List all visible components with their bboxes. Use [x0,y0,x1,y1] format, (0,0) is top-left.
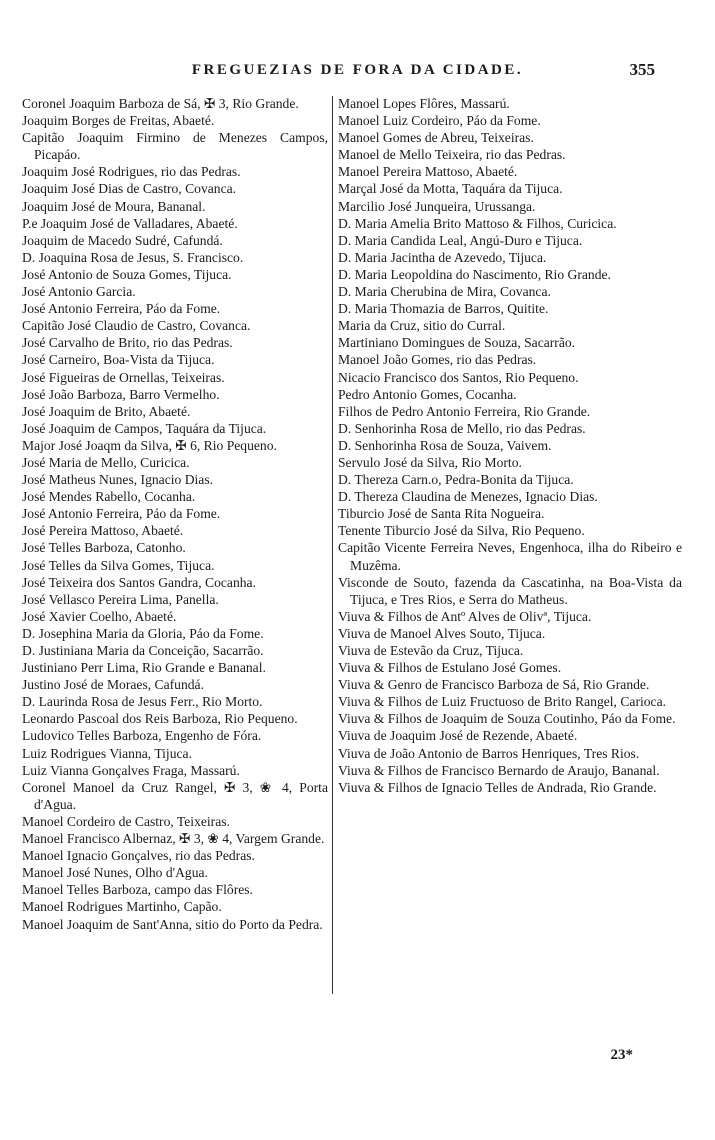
page-number: 355 [629,60,655,79]
directory-entry: Major José Joaqm da Silva, ✠ 6, Rio Pequeno. [22,437,277,453]
directory-entry: José Pereira Mattoso, Abaeté. [22,523,184,539]
directory-entry: Servulo José da Silva, Rio Morto. [338,454,522,470]
directory-entry: Viuva & Filhos de Francisco Bernardo de Araujo, Bananal. [338,762,660,778]
directory-entry: D. Maria Leopoldina do Nascimento, Rio Grande. [338,266,611,282]
directory-entry: P.e Joaquim José de Valladares, Abaeté. [22,215,238,231]
directory-entry: Viuva & Filhos de Estulano José Gomes. [338,660,562,676]
directory-entry: Viuva & Genro de Francisco Barboza de Sá, Rio Grande. [338,677,650,693]
directory-entry: Justiniano Perr Lima, Rio Grande e Bananal. [22,660,266,676]
directory-entry: Viuva & Filhos de Antº Alves de Olivª, Tijuca. [338,608,592,624]
directory-entry: Manoel José Nunes, Olho d'Agua. [22,865,208,881]
directory-entry: Viuva de Manoel Alves Souto, Tijuca. [338,625,546,641]
directory-entry: Ludovico Telles Barboza, Engenho de Fóra. [22,728,262,744]
directory-entry: José Teixeira dos Santos Gandra, Cocanha. [22,574,256,590]
directory-entry: José Antonio Ferreira, Páo da Fome. [22,506,221,522]
directory-entry: Maria da Cruz, sitio do Curral. [338,318,506,334]
directory-entry: José Mendes Rabello, Cocanha. [22,489,196,505]
directory-entry: D. Maria Cherubina de Mira, Covanca. [338,284,551,300]
directory-entry: Manoel Francisco Albernaz, ✠ 3, ❀ 4, Vargem Grande. [22,831,325,847]
directory-entry: Manoel Joaquim de Sant'Anna, sitio do Porto da Pedra. [22,916,323,932]
directory-entry: José Carvalho de Brito, rio das Pedras. [22,335,233,351]
directory-entry: Justino José de Moraes, Cafundá. [22,677,204,693]
directory-entry: Filhos de Pedro Antonio Ferreira, Rio Grande. [338,403,591,419]
directory-entry: Manoel Lopes Flôres, Massarú. [338,96,510,111]
directory-entry: D. Joaquina Rosa de Jesus, S. Francisco. [22,249,244,265]
directory-entry: José Telles Barboza, Catonho. [22,540,186,556]
directory-entry: Viuva de Estevão da Cruz, Tijuca. [338,643,524,658]
directory-entry: Joaquim José de Moura, Bananal. [22,198,206,214]
directory-entry: Manoel Telles Barboza, campo das Flôres. [22,882,253,898]
directory-entry: D. Maria Amelia Brito Mattoso & Filhos, Curicica. [338,215,617,231]
right-column [338,95,682,796]
directory-entry: Nicacio Francisco dos Santos, Rio Pequeno. [338,369,579,385]
directory-entry: Tiburcio José de Santa Rita Nogueira. [338,506,545,522]
directory-entry: Manoel Ignacio Gonçalves, rio das Pedras. [22,848,255,864]
directory-entry: Manoel João Gomes, rio das Pedras. [338,352,537,368]
directory-entry: Viuva & Filhos de Ignacio Telles de Andrada, Rio Grande. [338,779,657,795]
directory-entry: Coronel Joaquim Barboza de Sá, ✠ 3, Rio Grande. [22,96,299,111]
directory-entry: Martiniano Domingues de Souza, Sacarrão. [338,335,576,351]
left-column [22,95,328,933]
directory-entry: Viuva de João Antonio de Barros Henriques, Tres Rios. [338,745,640,761]
directory-entry: Luiz Rodrigues Vianna, Tijuca. [22,745,192,761]
directory-entry: Marcilio José Junqueira, Urussanga. [338,198,536,214]
directory-entry: D. Maria Jacintha de Azevedo, Tijuca. [338,249,547,265]
directory-entry: Capitão Joaquim Firmino de Menezes Campos, Picapáo. [22,130,328,163]
directory-entry: Manoel de Mello Teixeira, rio das Pedras. [338,147,566,163]
directory-entry: José Vellasco Pereira Lima, Panella. [22,591,219,607]
directory-entry: José João Barboza, Barro Vermelho. [22,386,220,402]
directory-entry: Tenente Tiburcio José da Silva, Rio Pequeno. [338,523,585,539]
directory-entry: Manoel Pereira Mattoso, Abaeté. [338,164,518,180]
directory-entry: Coronel Manoel da Cruz Rangel, ✠ 3, ❀ 4, Porta d'Agua. [22,779,328,812]
directory-entry: Viuva & Filhos de Joaquim de Souza Coutinho, Páo da Fome. [338,711,676,727]
directory-entry: D. Maria Candida Leal, Angú-Duro e Tijuca. [338,232,583,248]
directory-entry: Manoel Rodrigues Martinho, Capão. [22,899,222,915]
directory-entry: José Carneiro, Boa-Vista da Tijuca. [22,352,215,368]
directory-entry: Viuva de Joaquim José de Rezende, Abaeté. [338,728,578,744]
directory-entry: José Joaquim de Campos, Taquára da Tijuca. [22,420,267,436]
directory-entry: Marçal José da Motta, Taquára da Tijuca. [338,181,563,197]
directory-entry: D. Thereza Claudina de Menezes, Ignacio Dias. [338,489,598,505]
directory-entry: José Xavier Coelho, Abaeté. [22,608,177,624]
directory-entry: D. Senhorinha Rosa de Souza, Vaivem. [338,437,552,453]
directory-entry: Joaquim José Dias de Castro, Covanca. [22,181,237,197]
directory-entry: José Maria de Mello, Curicica. [22,454,190,470]
directory-entry: José Antonio de Souza Gomes, Tijuca. [22,266,232,282]
page-title: FREGUEZIAS DE FORA DA CIDADE. [191,62,524,78]
directory-entry: D. Laurinda Rosa de Jesus Ferr., Rio Morto. [22,694,263,710]
directory-entry: Luiz Vianna Gonçalves Fraga, Massarú. [22,762,240,778]
directory-entry: Pedro Antonio Gomes, Cocanha. [338,386,517,402]
directory-entry: José Matheus Nunes, Ignacio Dias. [22,472,214,488]
directory-entry: Manoel Gomes de Abreu, Teixeiras. [338,130,534,146]
directory-entry: José Joaquim de Brito, Abaeté. [22,403,191,419]
directory-entry: D. Justiniana Maria da Conceição, Sacarrão. [22,643,264,658]
directory-entry: José Telles da Silva Gomes, Tijuca. [22,557,215,573]
directory-entry: Manoel Cordeiro de Castro, Teixeiras. [22,813,230,829]
directory-entry: Manoel Luiz Cordeiro, Páo da Fome. [338,113,541,129]
directory-entry: Capitão Vicente Ferreira Neves, Engenhoca, ilha do Ribeiro e Muzêma. [338,540,682,573]
directory-entry: Visconde de Souto, fazenda da Cascatinha, na Boa-Vista da Tijuca, e Tres Rios, e Serra do Matheus. [338,574,682,607]
directory-entry: Joaquim Borges de Freitas, Abaeté. [22,113,215,129]
directory-entry: D. Senhorinha Rosa de Mello, rio das Pedras. [338,420,586,436]
directory-entry: José Antonio Garcia. [22,284,136,300]
directory-entry: D. Josephina Maria da Gloria, Páo da Fome. [22,625,264,641]
directory-entry: José Figueiras de Ornellas, Teixeiras. [22,369,225,385]
directory-entry: D. Maria Thomazia de Barros, Quitite. [338,301,549,317]
directory-entry: Joaquim José Rodrigues, rio das Pedras. [22,164,241,180]
directory-entry: Leonardo Pascoal dos Reis Barboza, Rio Pequeno. [22,711,298,727]
directory-entry: Viuva & Filhos de Luiz Fructuoso de Brito Rangel, Carioca. [338,694,667,710]
directory-entry: José Antonio Ferreira, Páo da Fome. [22,301,221,317]
column-divider [332,96,333,994]
directory-entry: Capitão José Claudio de Castro, Covanca. [22,318,251,334]
signature-mark: 23* [610,1047,633,1063]
directory-entry: Joaquim de Macedo Sudré, Cafundá. [22,232,223,248]
directory-entry: D. Thereza Carn.o, Pedra-Bonita da Tijuca. [338,472,574,488]
